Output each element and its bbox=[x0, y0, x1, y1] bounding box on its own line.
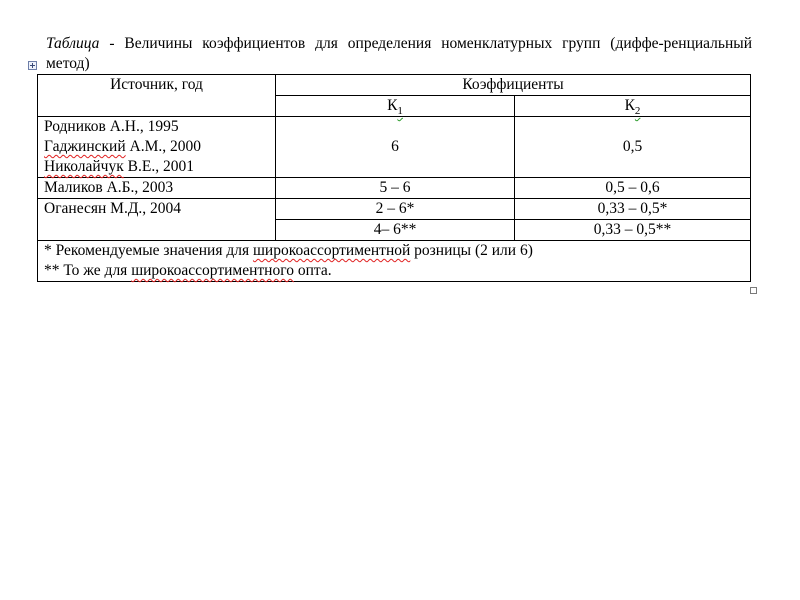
table-row bbox=[38, 178, 751, 199]
row-source: Маликов А.Б., 2003 bbox=[38, 178, 276, 199]
header-k1: $К_1$ bbox=[276, 96, 515, 117]
cell-k2: 0,33 – 0,5** bbox=[515, 220, 751, 241]
footnote-1: * Рекомендуемые значения для широкоассортиментной розницы (2 или 6) bbox=[44, 242, 533, 259]
footnote-2: ** То же для широкоассортиментного опта. bbox=[44, 262, 332, 279]
cell-k1: 2 – 6* bbox=[276, 199, 515, 220]
table-footnotes bbox=[38, 241, 751, 282]
row-source: Оганесян М.Д., 2004 bbox=[38, 199, 276, 241]
source-entry: Николайчук В.Е., 2001 bbox=[44, 158, 194, 175]
source-entry: Гаджинский А.М., 2000 bbox=[44, 138, 201, 155]
table-caption bbox=[46, 34, 752, 74]
table-resize-handle[interactable] bbox=[750, 287, 757, 294]
cell-k2: 0,33 – 0,5* bbox=[515, 199, 751, 220]
cell-k1: 6 bbox=[276, 117, 515, 178]
header-source-year: Источник, год bbox=[38, 75, 276, 117]
table-row bbox=[38, 199, 751, 220]
table-row bbox=[38, 117, 751, 178]
table-header-row bbox=[38, 75, 751, 96]
caption-text: - Величины коэффициентов для определения номенклатурных групп (диффе-ренциальный метод) bbox=[46, 35, 752, 72]
coefficients-table bbox=[37, 74, 751, 282]
caption-label: Таблица bbox=[46, 35, 100, 52]
cell-k1: 4– 6** bbox=[276, 220, 515, 241]
cell-k2: 0,5 – 0,6 bbox=[515, 178, 751, 199]
source-entry: Родников А.Н., 1995 bbox=[44, 118, 179, 135]
cell-k1: 5 – 6 bbox=[276, 178, 515, 199]
header-coefficients: Коэффициенты bbox=[276, 75, 751, 96]
row-sources bbox=[38, 117, 276, 178]
table-move-handle-icon[interactable] bbox=[28, 61, 37, 70]
header-k2: $К_2$ bbox=[515, 96, 751, 117]
cell-k2: 0,5 bbox=[515, 117, 751, 178]
table-notes-row bbox=[38, 241, 751, 282]
